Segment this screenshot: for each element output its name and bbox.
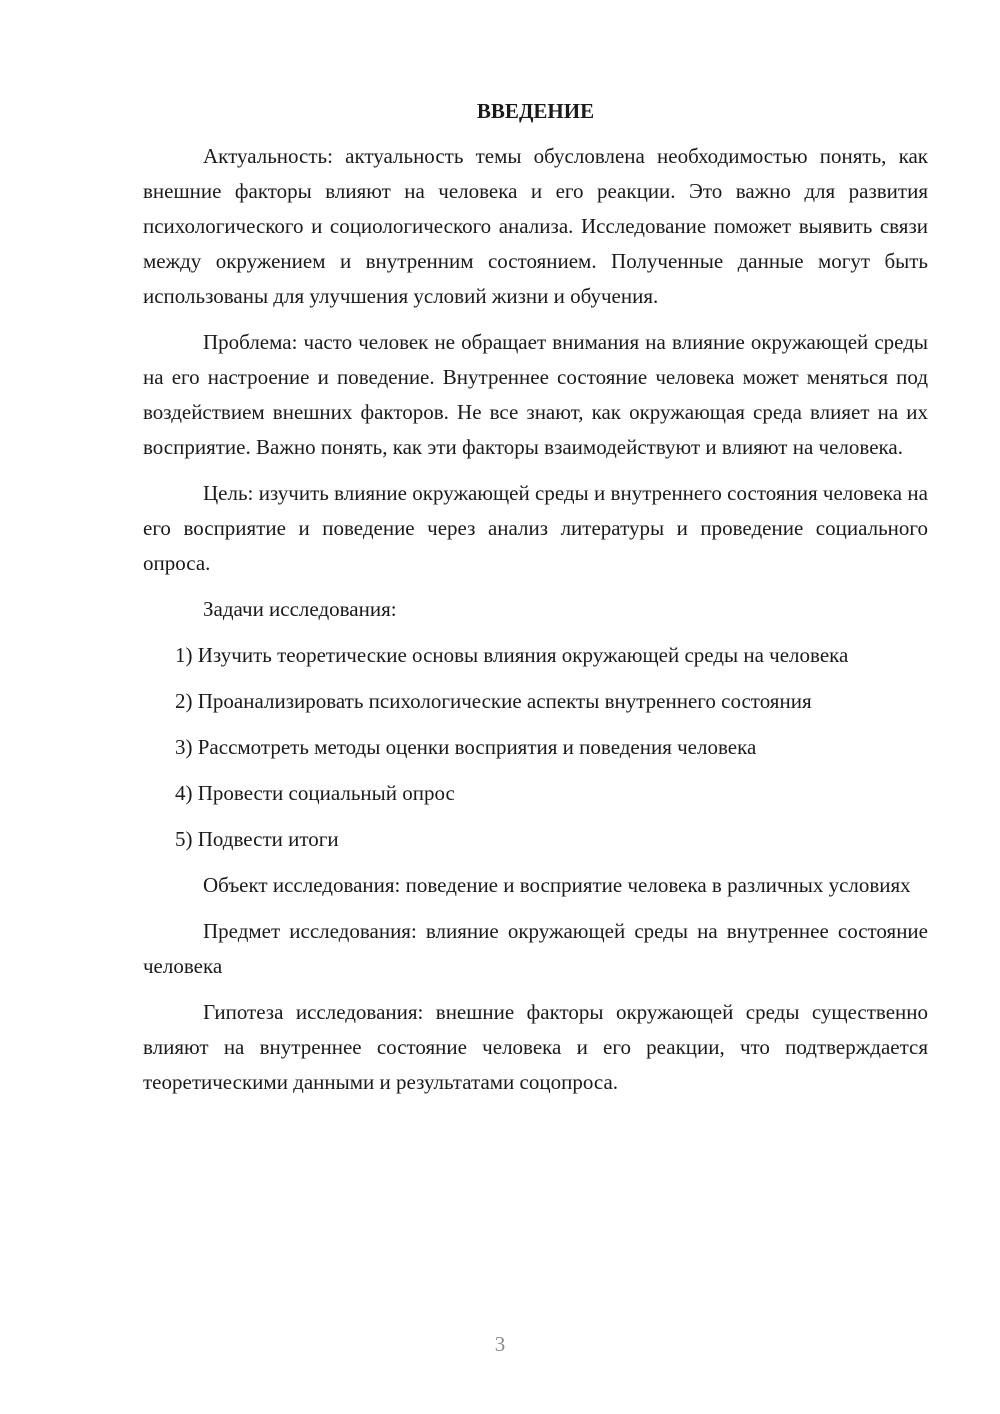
problem-paragraph: Проблема: часто человек не обращает внимания на влияние окружающей среды на его настроение и поведение. Внутреннее состояние человека может меняться под воздействием внешних факторов. Не все знают, как окружающая среда влияет на их восприятие. Важно понять, как эти факторы взаимодействуют и влияют на человека.	[143, 330, 928, 459]
subject-paragraph: Предмет исследования: влияние окружающей среды на внутреннее состояние человека	[143, 919, 928, 978]
task-item: 2) Проанализировать психологические аспекты внутреннего состояния	[175, 689, 812, 713]
hypothesis-paragraph: Гипотеза исследования: внешние факторы окружающей среды существенно влияют на внутреннее состояние человека и его реакции, что подтверждается теоретическими данными и результатами соцопроса.	[143, 1000, 928, 1094]
document-page	[143, 96, 928, 1111]
page-number: 3	[494, 1332, 506, 1356]
tasks-title: Задачи исследования:	[203, 597, 397, 621]
section-heading: ВВЕДЕНИЕ	[476, 99, 595, 123]
object-paragraph: Объект исследования: поведение и восприятие человека в различных условиях	[203, 873, 911, 897]
relevance-paragraph: Актуальность: актуальность темы обусловлена необходимостью понять, как внешние факторы влияют на человека и его реакции. Это важно для развития психологического и социологического анализа. Исследование поможет выявить связи между окружением и внутренним состоянием. Полученные данные могут быть использованы для улучшения условий жизни и обучения.	[143, 144, 928, 308]
task-item: 3) Рассмотреть методы оценки восприятия и поведения человека	[175, 735, 757, 759]
task-item: 1) Изучить теоретические основы влияния окружающей среды на человека	[175, 643, 849, 667]
task-item: 4) Провести социальный опрос	[175, 781, 455, 805]
goal-paragraph: Цель: изучить влияние окружающей среды и внутреннего состояния человека на его восприятие и поведение через анализ литературы и проведение социального опроса.	[143, 481, 928, 575]
task-item: 5) Подвести итоги	[175, 827, 339, 851]
